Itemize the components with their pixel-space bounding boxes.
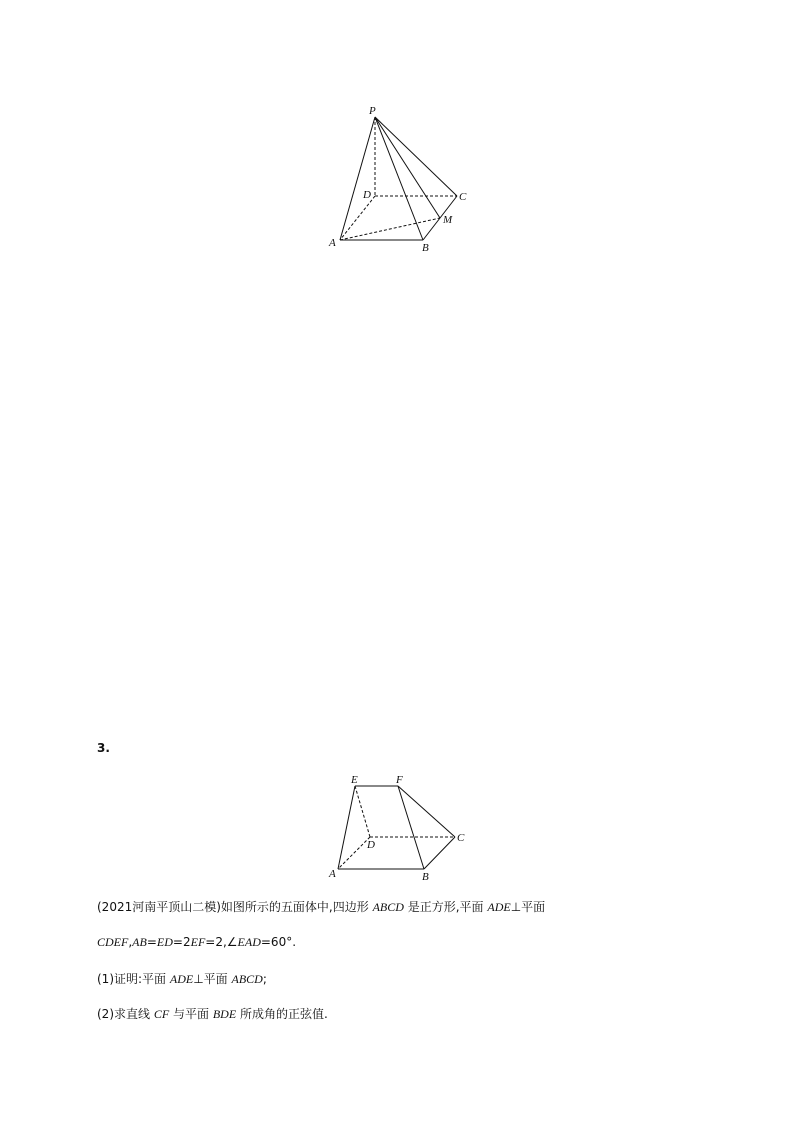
label-M: M <box>443 214 453 226</box>
edge-EA <box>338 786 355 869</box>
edge-PC <box>375 117 457 196</box>
label-D: D <box>363 189 371 201</box>
edge-BC <box>424 837 455 869</box>
question-1: (1)证明:平面 ADE⊥平面 ABCD; <box>97 972 267 986</box>
label-A: A <box>329 868 336 880</box>
edge-PM <box>375 117 440 218</box>
question-2: (2)求直线 CF 与平面 BDE 所成角的正弦值. <box>97 1007 328 1021</box>
label-B: B <box>422 871 429 883</box>
edge-ED <box>355 786 370 837</box>
pyramid-figure <box>320 100 480 260</box>
problem-source: (2021河南平顶山二模) <box>97 900 221 914</box>
edge-PB <box>375 117 423 240</box>
problem-statement-line2: CDEF,AB=ED=2EF=2,∠EAD=60°. <box>97 935 297 949</box>
label-A: A <box>329 237 336 249</box>
label-B: B <box>422 242 429 254</box>
label-E: E <box>351 774 358 786</box>
pentahedron-figure <box>320 770 480 885</box>
edge-DA <box>338 837 370 869</box>
label-C: C <box>457 832 465 844</box>
problem-statement-line1: (2021河南平顶山二模)如图所示的五面体中,四边形 ABCD 是正方形,平面 ADE⊥平面 <box>97 900 546 914</box>
edge-PA <box>340 117 375 240</box>
label-C: C <box>459 191 467 203</box>
label-D: D <box>367 839 375 851</box>
problem-number: 3. <box>97 741 110 755</box>
edge-FB <box>398 786 424 869</box>
label-F: F <box>396 774 403 786</box>
label-P: P <box>369 105 376 117</box>
edge-FC <box>398 786 455 837</box>
